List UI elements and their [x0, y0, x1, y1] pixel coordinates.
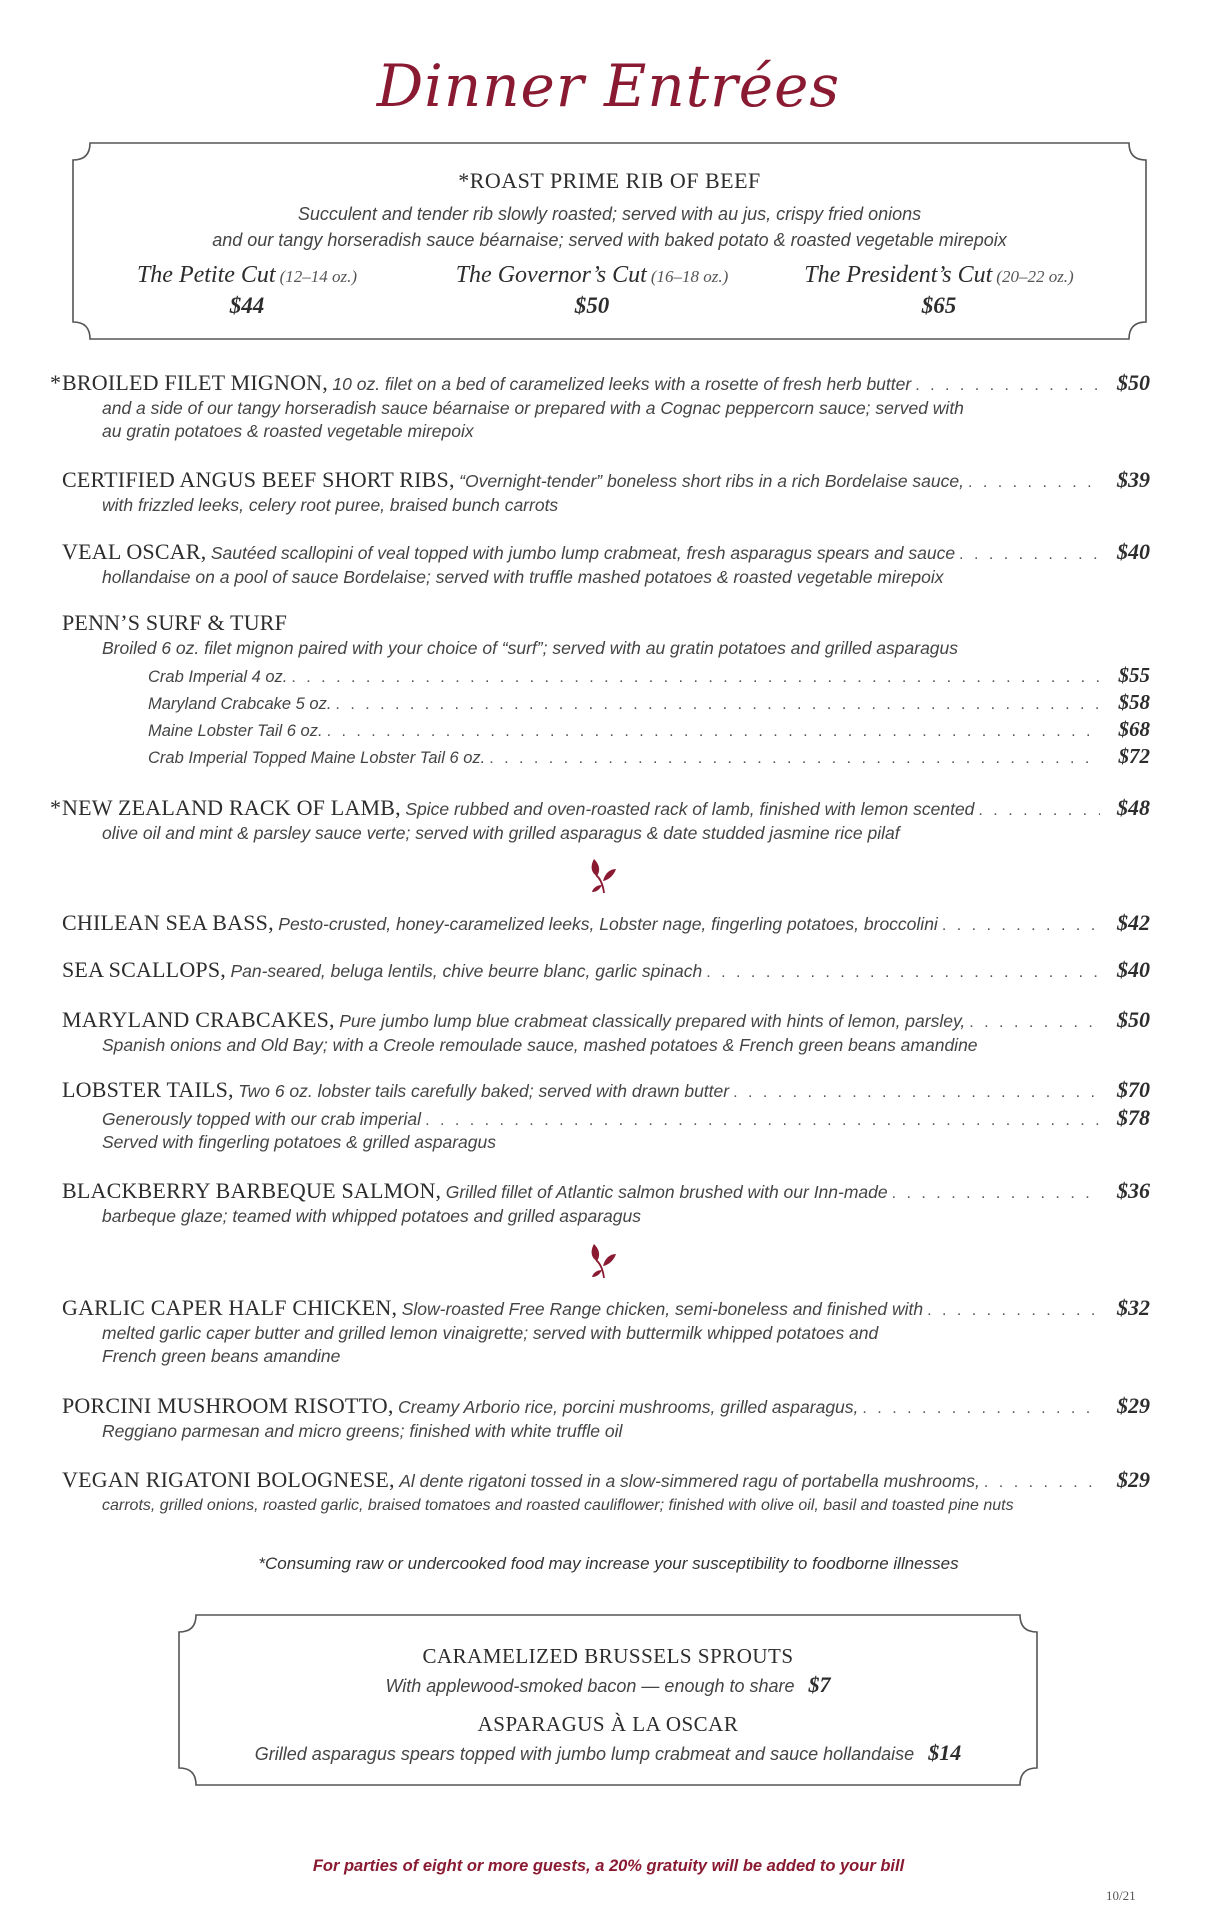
dot-leader: [706, 959, 1100, 987]
item-desc-cont: melted garlic caper butter and grilled lemon vinaigrette; served with buttermilk whipped potatoes and: [102, 1323, 879, 1343]
cut-size: (20–22 oz.): [996, 267, 1074, 286]
page-title: Dinner Entrées: [376, 52, 841, 120]
item-price: $48: [1117, 795, 1150, 820]
item-desc-cont: Spanish onions and Old Bay; with a Creole remoulade sauce, mashed potatoes & French green beans amandine: [102, 1035, 978, 1055]
dot-leader: [489, 748, 1100, 770]
leaf-divider-icon: [588, 855, 620, 895]
item-desc-cont: and a side of our tangy horseradish sauce béarnaise or prepared with a Cognac peppercorn sauce; served with: [102, 398, 964, 418]
dot-leader: [968, 469, 1100, 497]
item-desc: Two 6 oz. lobster tails carefully baked; served with drawn butter: [238, 1081, 730, 1101]
menu-item-sea-bass: [62, 909, 1150, 937]
item-price: $29: [1117, 1467, 1150, 1492]
prime-rib-desc-2: and our tangy horseradish sauce béarnaise; served with baked potato & roasted vegetable mirepoix: [212, 230, 1007, 250]
item-desc-cont: hollandaise on a pool of sauce Bordelaise; served with truffle mashed potatoes & roasted vegetable mirepoix: [102, 567, 944, 587]
item-name: GARLIC CAPER HALF CHICKEN,: [62, 1295, 398, 1320]
cut-price: $44: [229, 293, 265, 318]
item-price: $50: [1117, 370, 1150, 395]
item-desc-cont: French green beans amandine: [102, 1346, 341, 1366]
item-price: $42: [1117, 910, 1150, 935]
surf-option: [62, 691, 1150, 713]
item-desc: Broiled 6 oz. filet mignon paired with your choice of “surf”; served with au gratin potatoes and grilled asparagus: [102, 638, 959, 658]
item-name: CHILEAN SEA BASS,: [62, 910, 274, 935]
item-name: SEA SCALLOPS,: [62, 957, 226, 982]
dot-leader: [927, 1297, 1100, 1325]
item-name: VEAL OSCAR,: [62, 539, 207, 564]
lobster-option: [62, 1104, 1150, 1131]
item-desc: Creamy Arborio rice, porcini mushrooms, grilled asparagus,: [398, 1397, 859, 1417]
surf-option-label: Maryland Crabcake 5 oz.: [148, 695, 332, 713]
item-desc: Al dente rigatoni tossed in a slow-simmered ragu of portabella mushrooms,: [399, 1471, 980, 1491]
dot-leader: [892, 1180, 1100, 1208]
item-desc: Pure jumbo lump blue crabmeat classically prepared with hints of lemon, parsley,: [339, 1011, 966, 1031]
item-name: NEW ZEALAND RACK OF LAMB,: [62, 795, 401, 820]
cut-price: $65: [921, 293, 957, 318]
side-price: $7: [808, 1672, 831, 1697]
prime-rib-name: *ROAST PRIME RIB OF BEEF: [458, 168, 761, 193]
menu-item-veal-oscar: [62, 538, 1150, 589]
surf-option-label: Crab Imperial Topped Maine Lobster Tail 6 oz.: [148, 749, 486, 767]
item-name: CERTIFIED ANGUS BEEF SHORT RIBS,: [62, 467, 455, 492]
lobster-option-price: $78: [1117, 1105, 1150, 1130]
leaf-divider-icon: [588, 1240, 620, 1280]
surf-option-price: $55: [1118, 663, 1150, 687]
item-desc-cont: Served with fingerling potatoes & grilled asparagus: [102, 1132, 496, 1152]
lobster-option-label: Generously topped with our crab imperial: [102, 1109, 422, 1129]
cut-name: The President’s Cut: [804, 262, 993, 288]
item-desc-cont: barbeque glaze; teamed with whipped potatoes and grilled asparagus: [102, 1206, 641, 1226]
item-price: $40: [1117, 957, 1150, 982]
item-desc: Grilled fillet of Atlantic salmon brushed with our Inn-made: [445, 1182, 888, 1202]
raw-food-warning: *Consuming raw or undercooked food may increase your susceptibility to foodborne illnesses: [258, 1554, 959, 1573]
item-price: $40: [1117, 539, 1150, 564]
item-desc-cont: au gratin potatoes & roasted vegetable mirepoix: [102, 421, 474, 441]
dot-leader: [984, 1469, 1100, 1497]
menu-item-bbq-salmon: [62, 1177, 1150, 1228]
surf-option: [62, 664, 1150, 686]
menu-item-half-chicken: [62, 1294, 1150, 1368]
item-name: PORCINI MUSHROOM RISOTTO,: [62, 1393, 394, 1418]
menu-item-risotto: [62, 1392, 1150, 1443]
menu-item-filet-mignon: [50, 369, 1150, 443]
item-name: BLACKBERRY BARBEQUE SALMON,: [62, 1178, 442, 1203]
side-desc: With applewood-smoked bacon — enough to share: [385, 1676, 795, 1696]
item-price: $50: [1117, 1007, 1150, 1032]
cut-name: The Petite Cut: [136, 262, 276, 288]
item-desc-cont: Reggiano parmesan and micro greens; finished with white truffle oil: [102, 1421, 623, 1441]
dot-leader: [327, 721, 1100, 743]
cut-petite: [117, 262, 377, 319]
dot-leader: [915, 372, 1100, 400]
item-desc: Pesto-crusted, honey-caramelized leeks, Lobster nage, fingerling potatoes, broccolini: [278, 914, 938, 934]
item-name: PENN’S SURF & TURF: [62, 610, 288, 635]
dot-leader: [733, 1079, 1100, 1107]
cut-size: (16–18 oz.): [650, 267, 729, 286]
dot-leader: [942, 912, 1100, 940]
side-line: [178, 1672, 1038, 1698]
cut-president: [774, 262, 1104, 319]
surf-option-label: Maine Lobster Tail 6 oz.: [148, 722, 323, 740]
item-name: LOBSTER TAILS,: [62, 1077, 234, 1102]
cut-size: (12–14 oz.): [279, 267, 358, 286]
raw-warning-asterisk: *: [50, 370, 61, 395]
prime-rib-box: [72, 142, 1147, 340]
surf-option: [62, 718, 1150, 740]
item-desc: Sautéed scallopini of veal topped with jumbo lump crabmeat, fresh asparagus spears and sauce: [210, 543, 956, 563]
sides-box: [178, 1614, 1038, 1786]
menu-item-rack-of-lamb: [50, 794, 1150, 845]
dot-leader: [978, 797, 1100, 825]
item-desc-cont: carrots, grilled onions, roasted garlic, braised tomatoes and roasted cauliflower; finished with olive oil, basil and toasted pine nuts: [102, 1497, 1014, 1514]
item-price: $32: [1117, 1295, 1150, 1320]
surf-option-price: $68: [1118, 717, 1150, 741]
item-desc: Slow-roasted Free Range chicken, semi-boneless and finished with: [401, 1299, 924, 1319]
menu-item-sea-scallops: [62, 956, 1150, 984]
menu-item-rigatoni: [62, 1466, 1150, 1517]
gratuity-notice: For parties of eight or more guests, a 20% gratuity will be added to your bill: [312, 1857, 905, 1875]
dot-leader: [425, 1107, 1100, 1134]
prime-rib-desc-1: Succulent and tender rib slowly roasted; served with au jus, crispy fried onions: [297, 204, 922, 224]
side-price: $14: [928, 1740, 962, 1765]
item-price: $36: [1117, 1178, 1150, 1203]
surf-option-label: Crab Imperial 4 oz.: [148, 668, 288, 686]
dot-leader: [335, 694, 1100, 716]
cut-price: $50: [574, 293, 610, 318]
item-price: $39: [1117, 467, 1150, 492]
cut-name: The Governor’s Cut: [455, 262, 647, 288]
item-desc: 10 oz. filet on a bed of caramelized leeks with a rosette of fresh herb butter: [332, 374, 912, 394]
item-name: MARYLAND CRABCAKES,: [62, 1007, 335, 1032]
cut-governor: [427, 262, 757, 319]
side-line: [178, 1740, 1038, 1766]
side-name: CARAMELIZED BRUSSELS SPROUTS: [422, 1644, 794, 1668]
side-desc: Grilled asparagus spears topped with jumbo lump crabmeat and sauce hollandaise: [254, 1744, 915, 1764]
surf-option-price: $58: [1118, 690, 1150, 714]
item-name: VEGAN RIGATONI BOLOGNESE,: [62, 1467, 395, 1492]
menu-date-code: 10/21: [1106, 1888, 1136, 1903]
item-desc: Pan-seared, beluga lentils, chive beurre blanc, garlic spinach: [230, 961, 703, 981]
menu-item-short-ribs: [62, 466, 1150, 517]
side-name: ASPARAGUS À LA OSCAR: [477, 1712, 739, 1736]
item-price: $29: [1117, 1393, 1150, 1418]
item-desc-cont: olive oil and mint & parsley sauce verte; served with grilled asparagus & date studded jasmine rice pilaf: [102, 823, 900, 843]
item-desc-cont: with frizzled leeks, celery root puree, braised bunch carrots: [102, 495, 559, 515]
dot-leader: [291, 667, 1100, 689]
surf-option-price: $72: [1118, 744, 1150, 768]
surf-option: [62, 745, 1150, 767]
item-desc: “Overnight-tender” boneless short ribs in a rich Bordelaise sauce,: [459, 471, 964, 491]
item-name: BROILED FILET MIGNON,: [62, 370, 328, 395]
dot-leader: [862, 1395, 1100, 1423]
dot-leader: [959, 541, 1100, 569]
item-price: $70: [1117, 1077, 1150, 1102]
dot-leader: [969, 1009, 1100, 1037]
raw-warning-asterisk: *: [50, 795, 61, 820]
item-desc: Spice rubbed and oven-roasted rack of lamb, finished with lemon scented: [405, 799, 975, 819]
menu-item-lobster-tails: [62, 1076, 1150, 1154]
menu-item-surf-turf: [62, 609, 1150, 767]
menu-item-crabcakes: [62, 1006, 1150, 1057]
